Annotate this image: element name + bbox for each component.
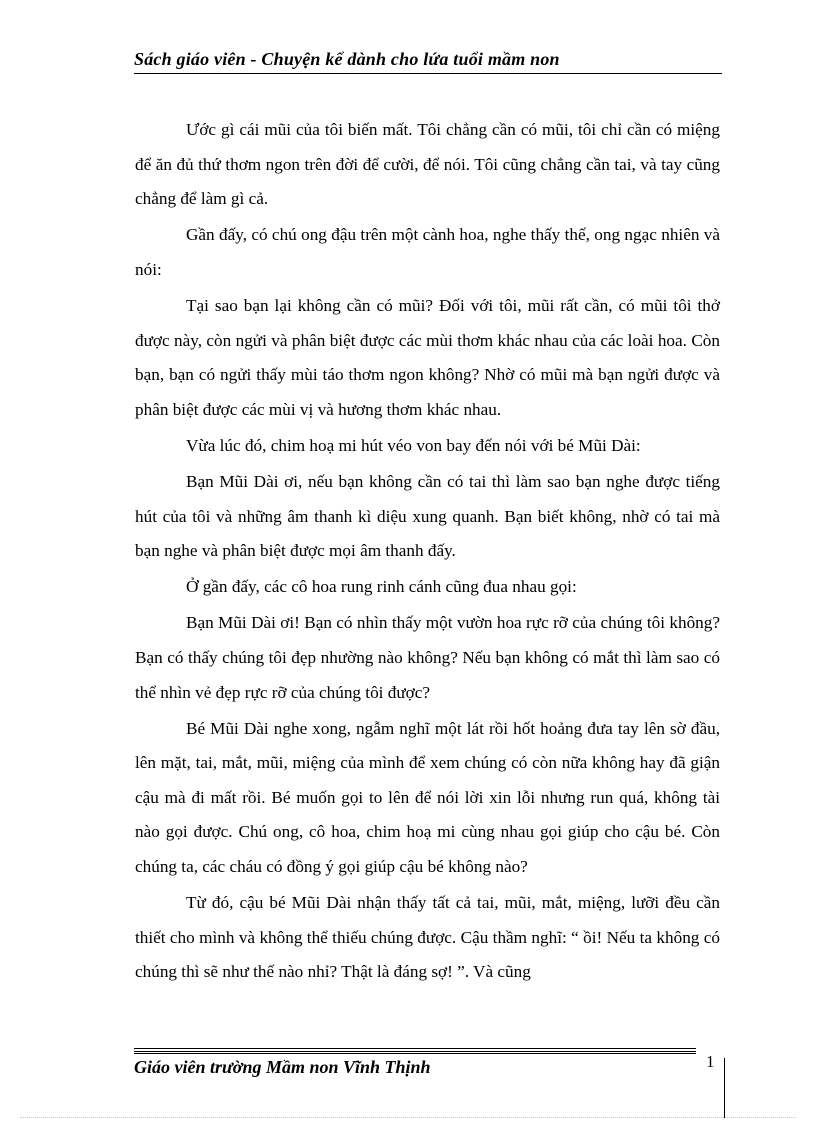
footer-rule — [134, 1051, 696, 1052]
paragraph: Vừa lúc đó, chim hoạ mi hút véo von bay đến nói với bé Mũi Dài: — [186, 435, 641, 455]
paragraph: Gần đấy, có chú ong đậu trên một cành hoa, nghe thấy thế, ong ngạc nhiên và nói: — [135, 225, 720, 279]
paragraph: Ước gì cái mũi của tôi biến mất. Tôi chẳng cần có mũi, tôi chỉ cần có miệng để ăn đủ thứ thơm ngon trên đời để cười, để nói. Tôi cũng chẳng cần tai, và tay cũng chẳng để làm gì cả. — [135, 120, 720, 209]
paragraph: Từ đó, cậu bé Mũi Dài nhận thấy tất cả tai, mũi, mắt, miệng, lưỡi đều cần thiết cho mình và không thể thiếu chúng được. Cậu thầm nghĩ: “ ồi! Nếu ta không có chúng thì sẽ như thế nào nhỉ? Thật là đáng sợ! ”. Và cũng — [135, 893, 720, 982]
paragraph: Ở gần đấy, các cô hoa rung rinh cánh cũng đua nhau gọi: — [186, 577, 577, 597]
footer-school-name: Giáo viên trường Mầm non Vĩnh Thịnh — [134, 1057, 431, 1077]
page-number: 1 — [706, 1052, 715, 1071]
footer-rule — [134, 1048, 696, 1049]
header-title: Sách giáo viên - Chuyện kể dành cho lứa tuổi mầm non — [134, 49, 560, 69]
paragraph: Bé Mũi Dài nghe xong, ngẫm nghĩ một lát rồi hốt hoảng đưa tay lên sờ đầu, lên mặt, tai, mắt, mũi, miệng của mình để xem chúng có còn nữa không hay đã giận cậu mà đi mất rồi. Bé muốn gọi to lên để nói lời xin lỗi nhưng run quá, không tài nào gọi được. Chú ong, cô hoa, chim hoạ mi cùng nhau gọi giúp cho cậu bé. Còn chúng ta, các cháu có đồng ý gọi giúp cậu bé không nào? — [135, 718, 720, 876]
page-bottom-dotted-border — [20, 1117, 796, 1118]
paragraph: Bạn Mũi Dài ơi! Bạn có nhìn thấy một vườn hoa rực rỡ của chúng tôi không? Bạn có thấy chúng tôi đẹp nhường nào không? Nếu bạn không có mắt thì làm sao có thể nhìn vẻ đẹp rực rỡ của chúng tôi được? — [135, 613, 720, 702]
header-rule — [134, 73, 722, 74]
paragraph: Tại sao bạn lại không cần có mũi? Đối với tôi, mũi rất cần, có mũi tôi thở được này, còn ngửi và phân biệt được các mùi thơm khác nhau của các loài hoa. Còn bạn, bạn có ngửi thấy mùi táo thơm ngon không? Nhờ có mũi mà bạn ngửi được và phân biệt được các mùi vị và hương thơm khác nhau. — [135, 295, 720, 419]
document-body — [135, 113, 720, 991]
paragraph: Bạn Mũi Dài ơi, nếu bạn không cần có tai thì làm sao bạn nghe được tiếng hút của tôi và những âm thanh kì diệu xung quanh. Bạn biết không, nhờ có tai mà bạn nghe và phân biệt được mọi âm thanh đấy. — [135, 471, 720, 561]
footer-side-rule — [724, 1058, 725, 1118]
page-header — [134, 48, 722, 70]
footer-rule — [134, 1053, 696, 1054]
